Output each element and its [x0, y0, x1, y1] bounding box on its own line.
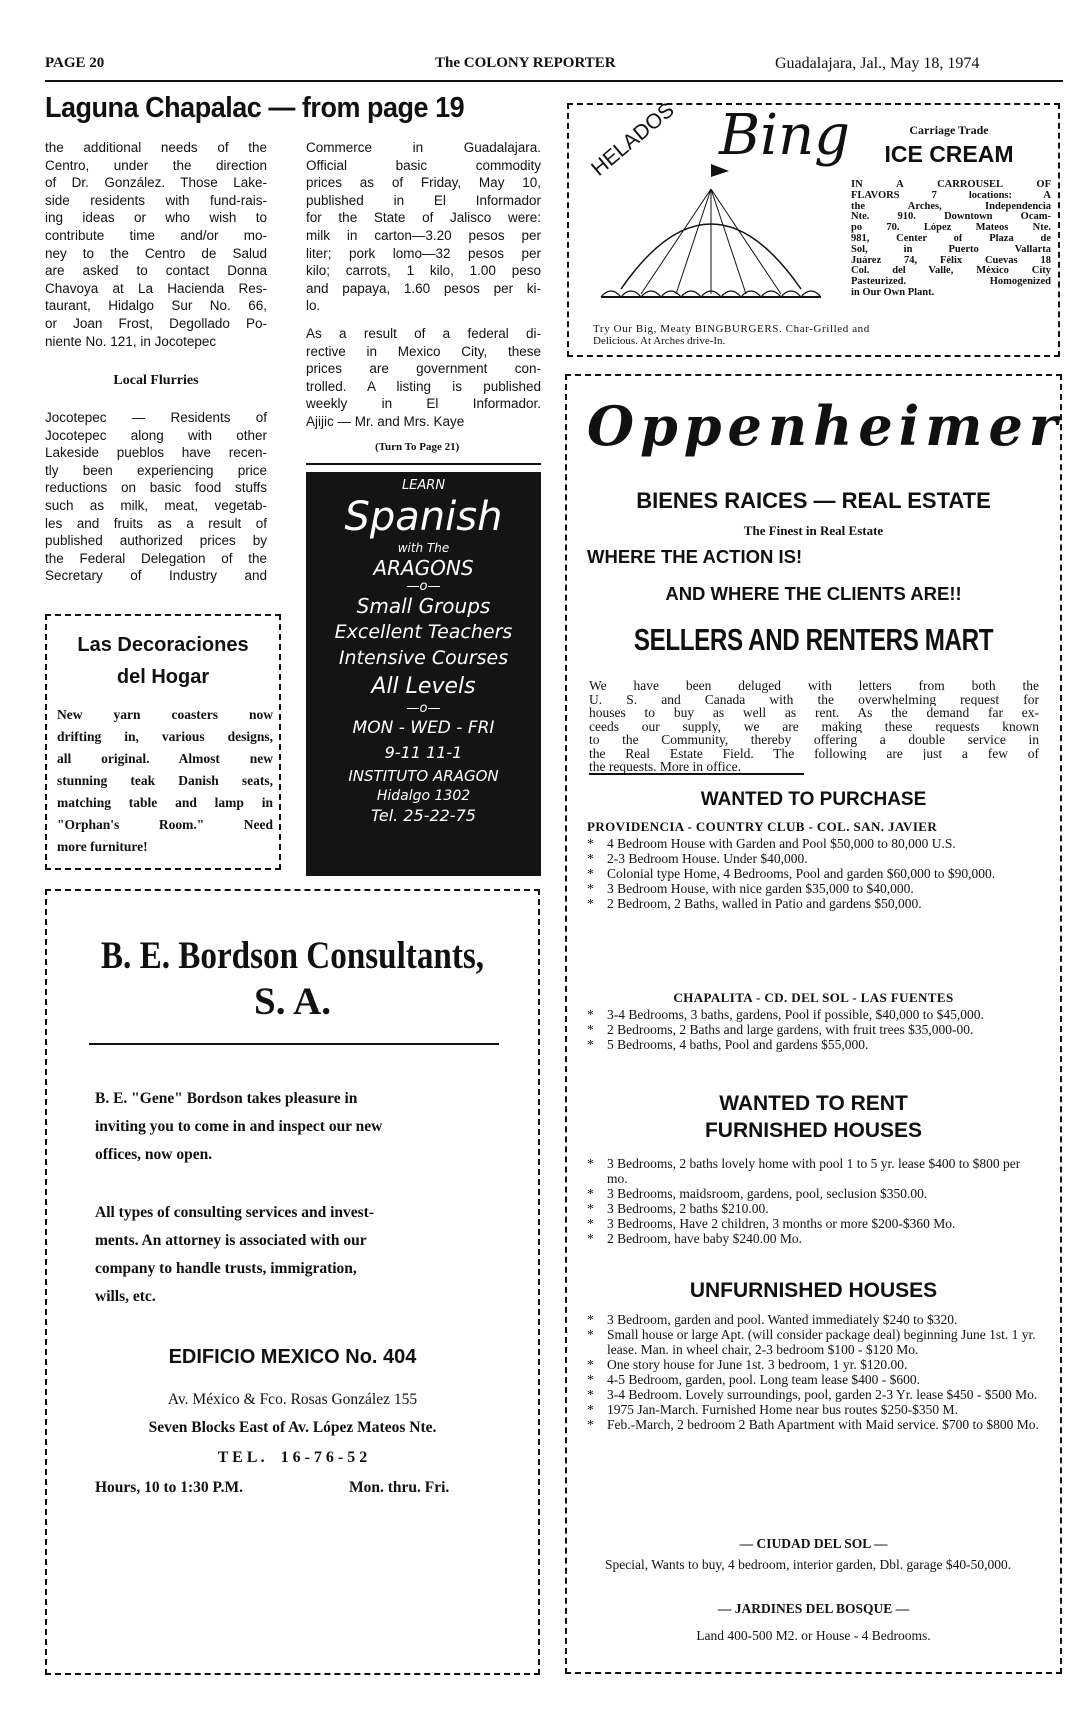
- bullet-icon: *: [587, 836, 594, 851]
- list-item: [585, 881, 1040, 896]
- list-item: [585, 1357, 1040, 1372]
- bordson-address-1: Av. México & Fco. Rosas González 155: [167, 1391, 418, 1408]
- spanish-ad-line: with The: [397, 541, 450, 555]
- intro-line: We have been deluged with letters from both the: [589, 679, 1039, 693]
- list-item: [585, 1037, 1040, 1052]
- spanish-ad-line: —o—: [406, 701, 441, 716]
- article-line: side residents with fund-rais-: [45, 192, 267, 208]
- intro-line: U. S. and Canada with the overwhelming request for: [589, 692, 1039, 706]
- decoraciones-line: New yarn coasters now: [57, 707, 273, 722]
- spanish-ad-line: Small Groups: [356, 594, 491, 618]
- list-item: [585, 866, 1040, 881]
- article-line: the additional needs of the: [45, 140, 267, 155]
- decoraciones-line: matching table and lamp in: [57, 795, 273, 810]
- chapalita-requests: [585, 1007, 1040, 1052]
- article-line: published authorized prices by: [45, 533, 267, 549]
- article-line: and papaya, 1.60 pesos per ki-: [306, 280, 541, 296]
- ice-cream-line: po 70. López Mateos Nte.: [851, 223, 1051, 234]
- list-item: [585, 836, 1040, 851]
- decoraciones-line: more furniture!: [57, 839, 148, 854]
- spanish-ad-line: INSTITUTO ARAGON: [348, 767, 499, 785]
- article-line: Secretary of Industry and: [45, 568, 267, 584]
- article-line: Jocotepec — Residents of: [45, 410, 267, 425]
- ice-cream-line: 981, Center of Plaza de: [851, 233, 1051, 244]
- list-item-text: 3 Bedroom House, with nice garden $35,000 to $40,000.: [607, 881, 914, 896]
- ciudad-del-sol-text: Special, Wants to buy, 4 bedroom, interior garden, Dbl. garage $40-50,000.: [605, 1557, 1012, 1572]
- list-item: [585, 1312, 1040, 1327]
- decoraciones-ad: [45, 614, 281, 870]
- list-item: [585, 1201, 1040, 1216]
- furnished-houses-heading: FURNISHED HOUSES: [704, 1119, 923, 1142]
- spanish-ad-line: MON - WED - FRI: [352, 718, 495, 738]
- ice-cream-tagline: Carriage Trade: [909, 123, 989, 137]
- spanish-ad-line: 9-11 11-1: [384, 743, 463, 762]
- article-line: Chavoya at La Hacienda Res-: [45, 280, 267, 296]
- unfurnished-houses-heading: UNFURNISHED HOUSES: [689, 1279, 938, 1302]
- bullet-icon: *: [587, 896, 594, 911]
- article-line: prices as of Friday, May 10,: [306, 175, 541, 191]
- oppenheimer-subtitle: BIENES RAICES — REAL ESTATE: [636, 488, 991, 513]
- list-item-text: 3-4 Bedrooms, 3 baths, gardens, Pool if possible, $40,000 to $45,000.: [607, 1007, 984, 1022]
- bullet-icon: *: [587, 1037, 594, 1052]
- ciudad-del-sol-heading: — CIUDAD DEL SOL —: [739, 1536, 888, 1551]
- spanish-class-ad: [306, 472, 541, 876]
- dateline: Guadalajara, Jal., May 18, 1974: [775, 55, 980, 72]
- article-line: les and fruits as a result of: [45, 515, 267, 531]
- list-item-text: 1975 Jan-March. Furnished Home near bus routes $250-$350 M.: [607, 1402, 958, 1417]
- list-item-text: 2 Bedroom, have baby $240.00 Mo.: [607, 1231, 802, 1246]
- bordson-address-2: Seven Blocks East of Av. López Mateos Nte.: [148, 1419, 437, 1436]
- list-item: [585, 1022, 1040, 1037]
- list-item-text: 5 Bedrooms, 4 baths, Pool and gardens $55,000.: [607, 1037, 869, 1052]
- ice-cream-footer-1: Try Our Big, Meaty BINGBURGERS. Char-Grilled and: [593, 323, 870, 335]
- list-item-text: 3 Bedrooms, Have 2 children, 3 months or more $200-$360 Mo.: [607, 1216, 956, 1231]
- bordson-title: B. E. Bordson Consultants,: [100, 934, 485, 977]
- list-item: [585, 1417, 1040, 1432]
- article-line: are asked to contact Donna: [45, 263, 267, 279]
- article-subhead: Local Flurries: [113, 373, 199, 388]
- article-line: of Dr. González. Those Lake-: [45, 175, 267, 191]
- article-line: contribute time and/or mo-: [45, 227, 267, 243]
- intro-line: the requests. More in office.: [589, 760, 741, 774]
- ice-cream-title: ICE CREAM: [884, 141, 1014, 167]
- decoraciones-line: "Orphan's Room." Need: [57, 817, 273, 832]
- bullet-icon: *: [587, 1156, 594, 1171]
- spanish-ad-line: Excellent Teachers: [334, 621, 513, 643]
- decoraciones-subtitle: del Hogar: [116, 666, 210, 688]
- bordson-services: [95, 1199, 495, 1311]
- article-line: As a result of a federal di-: [306, 326, 541, 341]
- unfurnished-requests: [585, 1312, 1040, 1432]
- bordson-line: wills, etc.: [95, 1288, 156, 1305]
- spanish-ad-line: Hidalgo 1302: [376, 788, 471, 804]
- list-item-text: 3-4 Bedroom. Lovely surroundings, pool, garden 2-3 Yr. lease $450 - $500 Mo.: [607, 1387, 1038, 1402]
- bullet-icon: *: [587, 1327, 594, 1342]
- list-item-text: 4 Bedroom House with Garden and Pool $50,000 to 80,000 U.S.: [607, 836, 956, 851]
- ice-cream-line: FLAVORS 7 locations: A: [851, 190, 1051, 201]
- spanish-ad-line: Spanish: [344, 494, 503, 540]
- article-line: Commerce in Guadalajara.: [306, 140, 541, 155]
- ice-cream-line: Sol, in Puerto Vallarta: [851, 244, 1051, 255]
- article-column-2: [306, 139, 541, 315]
- jardines-del-bosque-text: Land 400-500 M2. or House - 4 Bedrooms.: [696, 1628, 931, 1643]
- list-item-text: Feb.-March, 2 bedroom 2 Bath Apartment with Maid service. $700 to $800 Mo.: [607, 1417, 1039, 1432]
- ice-cream-line: the Arches, Independencia: [851, 201, 1051, 212]
- list-item: [585, 1216, 1040, 1231]
- column-rule: [306, 463, 541, 465]
- list-item-text: 4-5 Bedroom, garden, pool. Long team lease $400 - $600.: [607, 1372, 921, 1387]
- bordson-hours: Hours, 10 to 1:30 P.M.: [95, 1479, 243, 1496]
- bordson-intro: [95, 1085, 495, 1169]
- bullet-icon: *: [587, 1186, 594, 1201]
- list-item: [585, 1372, 1040, 1387]
- bullet-icon: *: [587, 1201, 594, 1216]
- ice-cream-footer-2: Delicious. At Arches drive-In.: [593, 335, 726, 347]
- ice-cream-locations: [851, 180, 1051, 299]
- bordson-building: EDIFICIO MEXICO No. 404: [168, 1346, 417, 1368]
- bordson-line: company to handle trusts, immigration,: [95, 1260, 357, 1277]
- action-headline: WHERE THE ACTION IS!: [587, 546, 803, 567]
- article-line: Official basic commodity: [306, 157, 541, 173]
- article-headline: Laguna Chapalac — from page 19: [45, 92, 465, 124]
- spanish-ad-line: ARAGONS: [373, 556, 474, 580]
- list-item: [585, 1402, 1040, 1417]
- list-item: [585, 1327, 1040, 1357]
- list-item-text: One story house for June 1st. 3 bedroom, 1 yr. $120.00.: [607, 1357, 908, 1372]
- article-line: such as milk, meat, vegetab-: [45, 497, 267, 513]
- intro-line: the Real Estate Field. The following are just a few of: [589, 746, 1039, 760]
- area-chapalita: CHAPALITA - CD. DEL SOL - LAS FUENTES: [673, 990, 954, 1005]
- article-line: ney to the Centro de Salud: [45, 245, 267, 261]
- article-line: kilo; carrots, 1 kilo, 1.00 peso: [306, 263, 541, 279]
- wanted-to-purchase-heading: WANTED TO PURCHASE: [700, 789, 927, 810]
- article-line: liter; pork lomo—32 pesos per: [306, 245, 541, 261]
- oppenheimer-intro: [589, 679, 1039, 774]
- bullet-icon: *: [587, 1357, 594, 1372]
- list-item: [585, 851, 1040, 866]
- decoraciones-line: stunning teak Danish seats,: [57, 773, 273, 788]
- article-line: taurant, Hidalgo Sur No. 66,: [45, 298, 267, 314]
- ice-cream-line: IN A CARROUSEL OF: [851, 180, 1051, 190]
- ice-cream-line: Col. del Valle, México City: [851, 266, 1051, 277]
- ice-cream-line: Nte. 910. Downtown Ocam-: [851, 212, 1051, 223]
- list-item: [585, 1186, 1040, 1201]
- article-line: Lakeside pueblos have recen-: [45, 445, 267, 461]
- article-line: ing ideas or who wish to: [45, 210, 267, 226]
- article-line: rective in Mexico City, these: [306, 343, 541, 359]
- oppenheimer-ad: [565, 374, 1062, 1674]
- bordson-line: ments. An attorney is associated with our: [95, 1232, 367, 1249]
- article-line: milk in carton—3.20 pesos per: [306, 227, 541, 243]
- newspaper-name: The COLONY REPORTER: [435, 55, 616, 71]
- decoraciones-line: all original. Almost new: [57, 751, 273, 766]
- article-line: lo.: [306, 298, 321, 314]
- list-item-text: 3 Bedrooms, 2 baths lovely home with pool 1 to 5 yr. lease $400 to $800 per mo.: [607, 1156, 1021, 1186]
- page-number: PAGE 20: [45, 55, 105, 71]
- bordson-days: Mon. thru. Fri.: [349, 1479, 450, 1496]
- area-providencia: PROVIDENCIA - COUNTRY CLUB - COL. SAN. JAVIER: [587, 819, 938, 834]
- spanish-ad-line: All Levels: [371, 674, 476, 699]
- jardines-del-bosque-heading: — JARDINES DEL BOSQUE —: [717, 1601, 910, 1616]
- intro-line: houses to buy as well as rent. As the demand far ex-: [589, 706, 1039, 720]
- decoraciones-line: drifting in, various designs,: [57, 729, 273, 744]
- article-line: Ajijic — Mr. and Mrs. Kaye: [306, 413, 465, 429]
- article-column-1b: [45, 409, 267, 585]
- article-line: prices are government con-: [306, 361, 541, 377]
- ice-cream-line: Pasteurized. Homogenized: [851, 277, 1051, 288]
- bullet-icon: *: [587, 1007, 594, 1022]
- intro-rule: [589, 773, 804, 775]
- article-line: published in El Informador: [306, 192, 541, 208]
- bing-logo-script: Bing: [719, 103, 850, 168]
- bullet-icon: *: [587, 881, 594, 896]
- article-column-2b: [306, 325, 541, 431]
- list-item-text: 3 Bedrooms, maidsroom, gardens, pool, seclusion $350.00.: [607, 1186, 928, 1201]
- bullet-icon: *: [587, 1402, 594, 1417]
- list-item-text: 2 Bedroom, 2 Baths, walled in Patio and gardens $50,000.: [607, 896, 922, 911]
- bullet-icon: *: [587, 1417, 594, 1432]
- ice-cream-line: Juárez 74, Félix Cuevas 18: [851, 255, 1051, 266]
- bordson-line: B. E. "Gene" Bordson takes pleasure in: [95, 1090, 358, 1107]
- bordson-line: All types of consulting services and invest-: [95, 1204, 374, 1221]
- decoraciones-title: Las Decoraciones: [77, 634, 249, 656]
- wanted-to-rent-heading: WANTED TO RENT: [719, 1092, 908, 1115]
- bullet-icon: *: [587, 1387, 594, 1402]
- furnished-requests: [585, 1156, 1040, 1246]
- bordson-ad: [45, 889, 540, 1675]
- oppenheimer-tagline: The Finest in Real Estate: [743, 523, 884, 538]
- list-item: [585, 1231, 1040, 1246]
- list-item: [585, 1007, 1040, 1022]
- article-line: tly been experiencing price: [45, 462, 267, 478]
- list-item-text: 3 Bedrooms, 2 baths $210.00.: [607, 1201, 769, 1216]
- article-line: reductions on basic food stuffs: [45, 480, 267, 496]
- article-line: or Joan Frost, Degollado Po-: [45, 315, 267, 331]
- list-item: [585, 896, 1040, 911]
- ice-cream-line: in Our Own Plant.: [851, 287, 935, 298]
- spanish-ad-line: Tel. 25-22-75: [371, 806, 476, 825]
- bullet-icon: *: [587, 1312, 594, 1327]
- intro-line: ceeds our supply, we are making these requests known: [589, 719, 1039, 733]
- helados-logo-text: HELADOS: [587, 98, 679, 181]
- bullet-icon: *: [587, 866, 594, 881]
- list-item-text: 2-3 Bedroom House. Under $40,000.: [607, 851, 808, 866]
- article-line: trolled. A listing is published: [306, 378, 541, 394]
- jump-line: (Turn To Page 21): [375, 441, 460, 453]
- providencia-requests: [585, 836, 1040, 911]
- list-item-text: 3 Bedroom, garden and pool. Wanted immediately $240 to $320.: [607, 1312, 958, 1327]
- bordson-line: offices, now open.: [95, 1146, 213, 1163]
- list-item: [585, 1156, 1040, 1186]
- bordson-line: inviting you to come in and inspect our new: [95, 1118, 383, 1135]
- list-item-text: 2 Bedrooms, 2 Baths and large gardens, with fruit trees $35,000-00.: [607, 1022, 974, 1037]
- spanish-ad-line: —o—: [406, 579, 441, 594]
- list-item: [585, 1387, 1040, 1402]
- article-line: niente No. 121, in Jocotepec: [45, 333, 217, 349]
- bullet-icon: *: [587, 1022, 594, 1037]
- bullet-icon: *: [587, 1372, 594, 1387]
- ice-cream-ad: [567, 98, 1060, 357]
- intro-line: to the Community, thereby offering a double service in: [589, 733, 1039, 747]
- article-column-1: [45, 139, 267, 350]
- list-item-text: Small house or large Apt. (will consider package deal) beginning June 1st. 1 yr. lease. Man. in wheel chair, 2-3 bedroom $100 - $120 Mo.: [607, 1327, 1036, 1357]
- article-line: Jocotepec along with other: [45, 427, 267, 443]
- bullet-icon: *: [587, 1231, 594, 1246]
- bordson-title-sa: S. A.: [254, 980, 331, 1023]
- oppenheimer-logo: Oppenheimer: [587, 394, 1064, 458]
- bordson-telephone: T E L . 1 6 - 7 6 - 5 2: [217, 1449, 368, 1466]
- decoraciones-body: [57, 704, 273, 858]
- bordson-rule: [89, 1043, 499, 1045]
- article-line: weekly in El Informador.: [306, 396, 541, 412]
- clients-headline: AND WHERE THE CLIENTS ARE!!: [665, 583, 962, 604]
- list-item-text: Colonial type Home, 4 Bedrooms, Pool and garden $60,000 to $90,000.: [607, 866, 996, 881]
- header-rule: [45, 80, 1063, 82]
- spanish-ad-line: Intensive Courses: [338, 647, 509, 669]
- mart-headline: SELLERS AND RENTERS MART: [633, 622, 994, 657]
- article-line: the Federal Delegation of the: [45, 550, 267, 566]
- bullet-icon: *: [587, 1216, 594, 1231]
- article-line: for the State of Jalisco were:: [306, 210, 541, 226]
- article-line: Centro, under the direction: [45, 157, 267, 173]
- spanish-ad-text: [306, 478, 541, 827]
- bullet-icon: *: [587, 851, 594, 866]
- spanish-ad-line: LEARN: [401, 478, 446, 493]
